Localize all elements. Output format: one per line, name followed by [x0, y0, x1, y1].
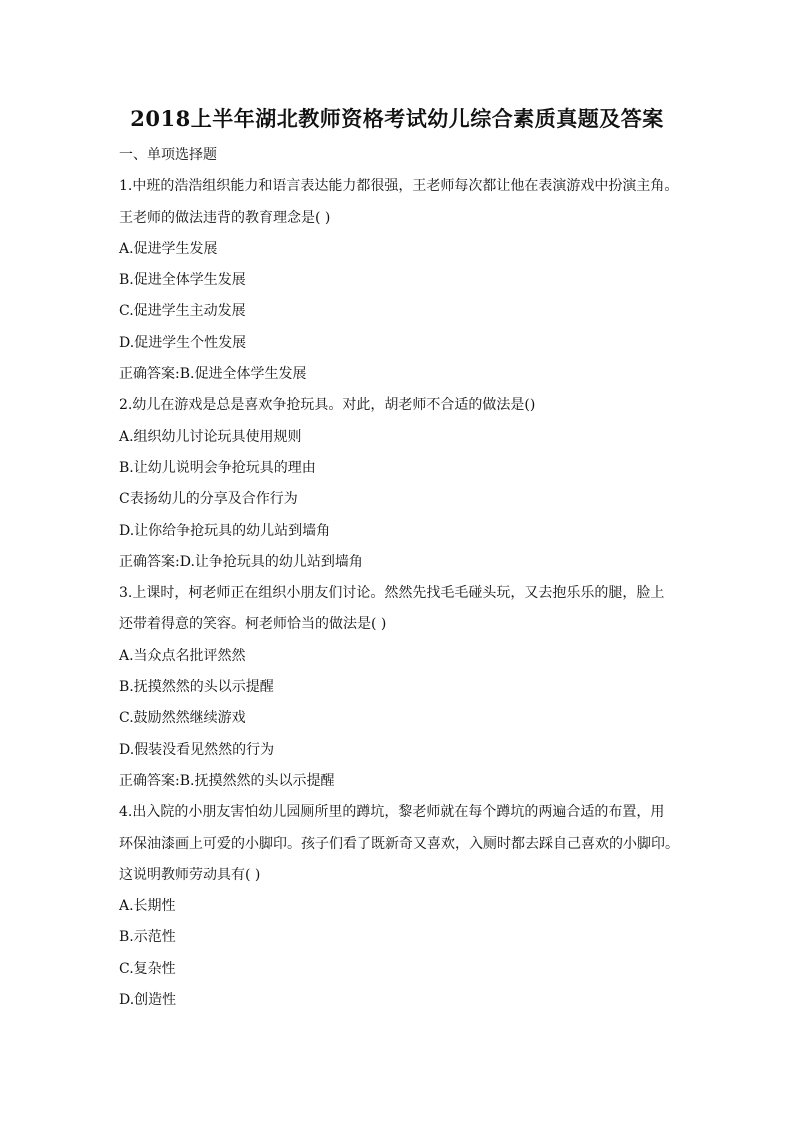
question-3-option-a: A.当众点名批评然然	[119, 647, 246, 664]
question-4-option-d: D.创造性	[119, 992, 177, 1009]
question-2-option-d: D.让你给争抢玩具的幼儿站到墙角	[119, 522, 331, 539]
document-title: 2018上半年湖北教师资格考试幼儿综合素质真题及答案	[130, 106, 664, 131]
question-1-answer: 正确答案:B.促进全体学生发展	[119, 366, 307, 383]
question-4-option-b: B.示范性	[119, 929, 176, 946]
question-3-stem: 3.上课时，柯老师正在组织小朋友们讨论。然然先找毛毛碰头玩，又去抱乐乐的腿，脸上	[119, 585, 665, 602]
question-1-option-c: C.促进学生主动发展	[119, 303, 246, 320]
question-1-option-d: D.促进学生个性发展	[119, 334, 247, 351]
question-1-stem: 1.中班的浩浩组织能力和语言表达能力都很强，王老师每次都让他在表演游戏中扮演主角。	[119, 178, 679, 195]
question-2-option-c: C表扬幼儿的分享及合作行为	[119, 491, 298, 508]
document-body	[119, 145, 689, 1021]
question-2-option-b: B.让幼儿说明会争抢玩具的理由	[119, 459, 316, 476]
question-3-stem-cont: 还带着得意的笑容。柯老师恰当的做法是( )	[119, 616, 387, 633]
question-1-option-b: B.促进全体学生发展	[119, 272, 246, 289]
question-2-answer: 正确答案:D.让争抢玩具的幼儿站到墙角	[119, 553, 363, 570]
question-1-option-a: A.促进学生发展	[119, 240, 218, 257]
question-4-stem-cont-2: 这说明教师劳动具有( )	[119, 866, 261, 883]
question-4-stem-cont: 环保油漆画上可爱的小脚印。孩子们看了既新奇又喜欢，入厕时都去踩自己喜欢的小脚印。	[119, 835, 679, 852]
question-2-stem: 2.幼儿在游戏是总是喜欢争抢玩具。对此，胡老师不合适的做法是()	[119, 397, 536, 414]
question-4-option-a: A.长期性	[119, 898, 176, 915]
question-3-option-d: D.假装没看见然然的行为	[119, 741, 275, 758]
question-1-stem-cont: 王老师的做法违背的教育理念是( )	[119, 209, 331, 226]
question-4-stem: 4.出入院的小朋友害怕幼儿园厕所里的蹲坑，黎老师就在每个蹲坑的两遍合适的布置，用	[119, 804, 665, 821]
question-3-option-c: C.鼓励然然继续游戏	[119, 710, 246, 727]
question-3-option-b: B.抚摸然然的头以示提醒	[119, 679, 274, 696]
section-heading: 一、单项选择题	[119, 147, 217, 163]
question-2-option-a: A.组织幼儿讨论玩具使用规则	[119, 428, 302, 445]
question-3-answer: 正确答案:B.抚摸然然的头以示提醒	[119, 772, 335, 789]
question-4-option-c: C.复杂性	[119, 960, 176, 977]
